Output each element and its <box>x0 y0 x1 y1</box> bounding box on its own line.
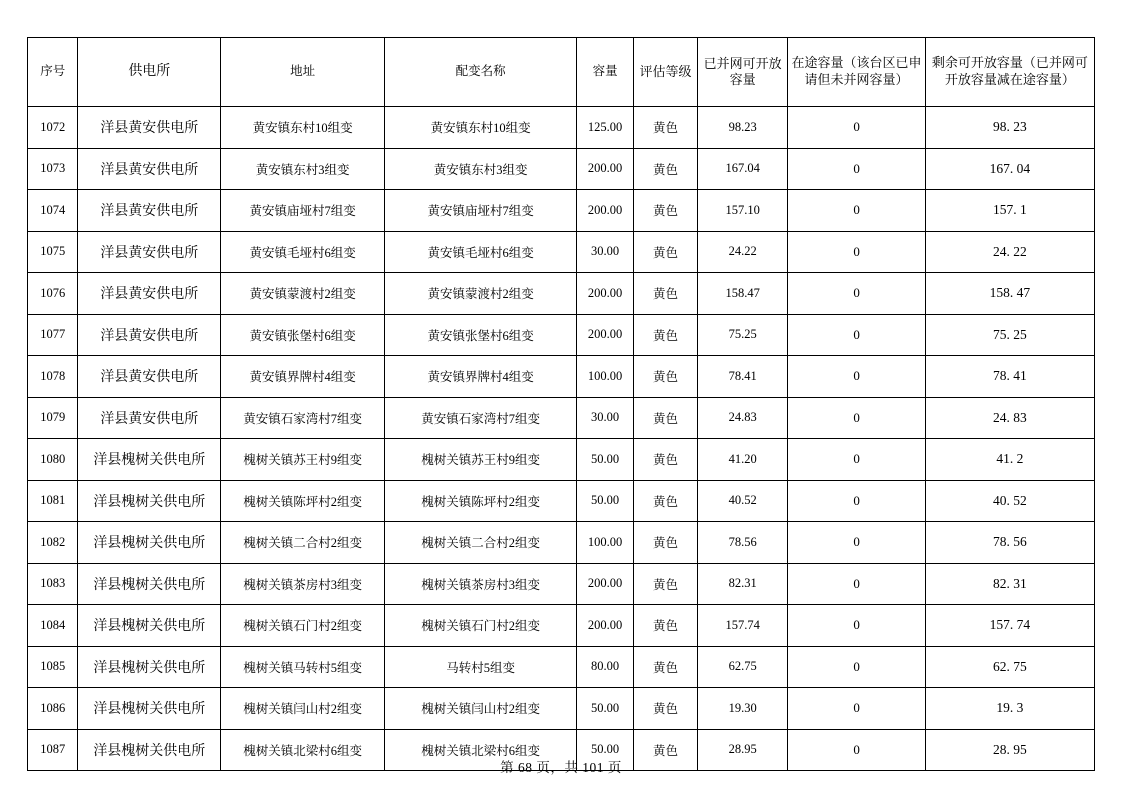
cell-transit-capacity: 0 <box>788 231 926 273</box>
cell-seq: 1075 <box>28 231 78 273</box>
table-row <box>28 563 1095 605</box>
cell-capacity: 100.00 <box>577 356 634 398</box>
cell-capacity: 30.00 <box>577 231 634 273</box>
cell-transit-capacity: 0 <box>788 646 926 688</box>
cell-remaining-capacity: 82. 31 <box>925 563 1094 605</box>
cell-seq: 1085 <box>28 646 78 688</box>
cell-level: 黄色 <box>633 231 697 273</box>
cell-seq: 1073 <box>28 148 78 190</box>
cell-level: 黄色 <box>633 190 697 232</box>
table-row <box>28 356 1095 398</box>
cell-transit-capacity: 0 <box>788 480 926 522</box>
cell-capacity: 125.00 <box>577 107 634 149</box>
cell-open-capacity: 157.74 <box>697 605 787 647</box>
cell-office: 洋县黄安供电所 <box>78 273 221 315</box>
cell-capacity: 50.00 <box>577 439 634 481</box>
cell-remaining-capacity: 19. 3 <box>925 688 1094 730</box>
cell-transformer-name: 黄安镇界牌村4组变 <box>385 356 577 398</box>
header-office: 供电所 <box>78 38 221 107</box>
cell-remaining-capacity: 24. 83 <box>925 397 1094 439</box>
table-row <box>28 314 1095 356</box>
table-row <box>28 439 1095 481</box>
cell-office: 洋县槐树关供电所 <box>78 480 221 522</box>
cell-remaining-capacity: 157. 74 <box>925 605 1094 647</box>
cell-office: 洋县槐树关供电所 <box>78 605 221 647</box>
cell-capacity: 200.00 <box>577 190 634 232</box>
cell-transit-capacity: 0 <box>788 190 926 232</box>
cell-capacity: 200.00 <box>577 273 634 315</box>
table-row <box>28 190 1095 232</box>
header-in-transit-capacity: 在途容量（该台区已申请但未并网容量） <box>788 38 926 107</box>
cell-address: 黄安镇蒙渡村2组变 <box>221 273 385 315</box>
capacity-table <box>27 37 1095 771</box>
cell-level: 黄色 <box>633 646 697 688</box>
cell-transformer-name: 槐树关镇闫山村2组变 <box>385 688 577 730</box>
cell-open-capacity: 82.31 <box>697 563 787 605</box>
cell-remaining-capacity: 62. 75 <box>925 646 1094 688</box>
cell-office: 洋县黄安供电所 <box>78 107 221 149</box>
cell-open-capacity: 167.04 <box>697 148 787 190</box>
header-capacity: 容量 <box>577 38 634 107</box>
cell-office: 洋县黄安供电所 <box>78 231 221 273</box>
cell-transformer-name: 黄安镇张堡村6组变 <box>385 314 577 356</box>
cell-open-capacity: 28.95 <box>697 729 787 771</box>
cell-capacity: 200.00 <box>577 314 634 356</box>
cell-seq: 1078 <box>28 356 78 398</box>
cell-capacity: 100.00 <box>577 522 634 564</box>
cell-open-capacity: 40.52 <box>697 480 787 522</box>
cell-office: 洋县槐树关供电所 <box>78 563 221 605</box>
cell-office: 洋县黄安供电所 <box>78 314 221 356</box>
cell-transformer-name: 黄安镇东村10组变 <box>385 107 577 149</box>
cell-address: 黄安镇石家湾村7组变 <box>221 397 385 439</box>
cell-capacity: 200.00 <box>577 605 634 647</box>
table-header-row <box>28 38 1095 107</box>
cell-open-capacity: 41.20 <box>697 439 787 481</box>
cell-transformer-name: 黄安镇蒙渡村2组变 <box>385 273 577 315</box>
cell-seq: 1077 <box>28 314 78 356</box>
cell-transit-capacity: 0 <box>788 148 926 190</box>
cell-address: 槐树关镇北梁村6组变 <box>221 729 385 771</box>
cell-transformer-name: 马转村5组变 <box>385 646 577 688</box>
cell-capacity: 30.00 <box>577 397 634 439</box>
cell-level: 黄色 <box>633 397 697 439</box>
cell-transformer-name: 槐树关镇二合村2组变 <box>385 522 577 564</box>
table-row <box>28 107 1095 149</box>
table-body <box>28 107 1095 771</box>
cell-address: 黄安镇东村3组变 <box>221 148 385 190</box>
cell-capacity: 200.00 <box>577 563 634 605</box>
cell-transit-capacity: 0 <box>788 107 926 149</box>
cell-remaining-capacity: 78. 56 <box>925 522 1094 564</box>
cell-address: 槐树关镇石门村2组变 <box>221 605 385 647</box>
cell-office: 洋县黄安供电所 <box>78 356 221 398</box>
cell-level: 黄色 <box>633 273 697 315</box>
cell-open-capacity: 98.23 <box>697 107 787 149</box>
cell-transit-capacity: 0 <box>788 688 926 730</box>
table-row <box>28 605 1095 647</box>
cell-transformer-name: 黄安镇石家湾村7组变 <box>385 397 577 439</box>
cell-transformer-name: 槐树关镇陈坪村2组变 <box>385 480 577 522</box>
cell-open-capacity: 19.30 <box>697 688 787 730</box>
cell-open-capacity: 78.41 <box>697 356 787 398</box>
table-row <box>28 273 1095 315</box>
cell-level: 黄色 <box>633 148 697 190</box>
cell-office: 洋县黄安供电所 <box>78 397 221 439</box>
cell-seq: 1083 <box>28 563 78 605</box>
cell-level: 黄色 <box>633 356 697 398</box>
cell-transit-capacity: 0 <box>788 314 926 356</box>
page-footer: 第 68 页，共 101 页 <box>500 760 622 775</box>
cell-transit-capacity: 0 <box>788 605 926 647</box>
cell-capacity: 50.00 <box>577 688 634 730</box>
cell-seq: 1086 <box>28 688 78 730</box>
cell-office: 洋县槐树关供电所 <box>78 439 221 481</box>
cell-open-capacity: 78.56 <box>697 522 787 564</box>
cell-capacity: 50.00 <box>577 729 634 771</box>
cell-level: 黄色 <box>633 314 697 356</box>
cell-remaining-capacity: 40. 52 <box>925 480 1094 522</box>
cell-remaining-capacity: 158. 47 <box>925 273 1094 315</box>
cell-remaining-capacity: 28. 95 <box>925 729 1094 771</box>
cell-seq: 1072 <box>28 107 78 149</box>
cell-remaining-capacity: 41. 2 <box>925 439 1094 481</box>
header-grid-connected-open-capacity: 已并网可开放容量 <box>697 38 787 107</box>
cell-address: 槐树关镇马转村5组变 <box>221 646 385 688</box>
cell-address: 黄安镇张堡村6组变 <box>221 314 385 356</box>
cell-address: 黄安镇庙垭村7组变 <box>221 190 385 232</box>
cell-level: 黄色 <box>633 522 697 564</box>
cell-seq: 1082 <box>28 522 78 564</box>
cell-level: 黄色 <box>633 688 697 730</box>
table-row <box>28 688 1095 730</box>
cell-seq: 1081 <box>28 480 78 522</box>
cell-address: 槐树关镇闫山村2组变 <box>221 688 385 730</box>
cell-capacity: 200.00 <box>577 148 634 190</box>
cell-transformer-name: 槐树关镇石门村2组变 <box>385 605 577 647</box>
cell-address: 槐树关镇陈坪村2组变 <box>221 480 385 522</box>
header-transformer-name: 配变名称 <box>385 38 577 107</box>
cell-seq: 1076 <box>28 273 78 315</box>
cell-level: 黄色 <box>633 605 697 647</box>
cell-transformer-name: 黄安镇毛垭村6组变 <box>385 231 577 273</box>
cell-office: 洋县槐树关供电所 <box>78 522 221 564</box>
cell-address: 黄安镇东村10组变 <box>221 107 385 149</box>
header-evaluation-level: 评估等级 <box>633 38 697 107</box>
cell-level: 黄色 <box>633 563 697 605</box>
cell-open-capacity: 62.75 <box>697 646 787 688</box>
cell-transit-capacity: 0 <box>788 563 926 605</box>
cell-transformer-name: 黄安镇东村3组变 <box>385 148 577 190</box>
cell-office: 洋县黄安供电所 <box>78 190 221 232</box>
cell-remaining-capacity: 75. 25 <box>925 314 1094 356</box>
cell-level: 黄色 <box>633 439 697 481</box>
cell-transformer-name: 槐树关镇苏王村9组变 <box>385 439 577 481</box>
cell-level: 黄色 <box>633 107 697 149</box>
cell-remaining-capacity: 167. 04 <box>925 148 1094 190</box>
cell-address: 槐树关镇二合村2组变 <box>221 522 385 564</box>
cell-seq: 1080 <box>28 439 78 481</box>
cell-open-capacity: 157.10 <box>697 190 787 232</box>
cell-transit-capacity: 0 <box>788 729 926 771</box>
table-row <box>28 480 1095 522</box>
cell-transit-capacity: 0 <box>788 273 926 315</box>
cell-open-capacity: 75.25 <box>697 314 787 356</box>
cell-office: 洋县黄安供电所 <box>78 148 221 190</box>
cell-transformer-name: 槐树关镇北梁村6组变 <box>385 729 577 771</box>
cell-remaining-capacity: 78. 41 <box>925 356 1094 398</box>
header-seq: 序号 <box>28 38 78 107</box>
cell-transformer-name: 黄安镇庙垭村7组变 <box>385 190 577 232</box>
cell-transformer-name: 槐树关镇茶房村3组变 <box>385 563 577 605</box>
table-row <box>28 522 1095 564</box>
cell-remaining-capacity: 24. 22 <box>925 231 1094 273</box>
cell-open-capacity: 24.22 <box>697 231 787 273</box>
cell-open-capacity: 24.83 <box>697 397 787 439</box>
cell-level: 黄色 <box>633 729 697 771</box>
cell-seq: 1087 <box>28 729 78 771</box>
cell-address: 黄安镇毛垭村6组变 <box>221 231 385 273</box>
cell-address: 槐树关镇茶房村3组变 <box>221 563 385 605</box>
cell-office: 洋县槐树关供电所 <box>78 646 221 688</box>
table-row <box>28 646 1095 688</box>
table-row <box>28 148 1095 190</box>
cell-transit-capacity: 0 <box>788 522 926 564</box>
table-header <box>28 38 1095 107</box>
header-address: 地址 <box>221 38 385 107</box>
cell-level: 黄色 <box>633 480 697 522</box>
cell-address: 黄安镇界牌村4组变 <box>221 356 385 398</box>
cell-office: 洋县槐树关供电所 <box>78 729 221 771</box>
cell-seq: 1074 <box>28 190 78 232</box>
cell-capacity: 50.00 <box>577 480 634 522</box>
cell-office: 洋县槐树关供电所 <box>78 688 221 730</box>
cell-transit-capacity: 0 <box>788 356 926 398</box>
table-row <box>28 231 1095 273</box>
table-row <box>28 397 1095 439</box>
cell-open-capacity: 158.47 <box>697 273 787 315</box>
cell-remaining-capacity: 157. 1 <box>925 190 1094 232</box>
cell-seq: 1084 <box>28 605 78 647</box>
header-remaining-open-capacity: 剩余可开放容量（已并网可开放容量减在途容量） <box>925 38 1094 107</box>
cell-seq: 1079 <box>28 397 78 439</box>
capacity-table-container <box>27 37 1095 771</box>
cell-transit-capacity: 0 <box>788 439 926 481</box>
cell-remaining-capacity: 98. 23 <box>925 107 1094 149</box>
cell-address: 槐树关镇苏王村9组变 <box>221 439 385 481</box>
cell-transit-capacity: 0 <box>788 397 926 439</box>
cell-capacity: 80.00 <box>577 646 634 688</box>
